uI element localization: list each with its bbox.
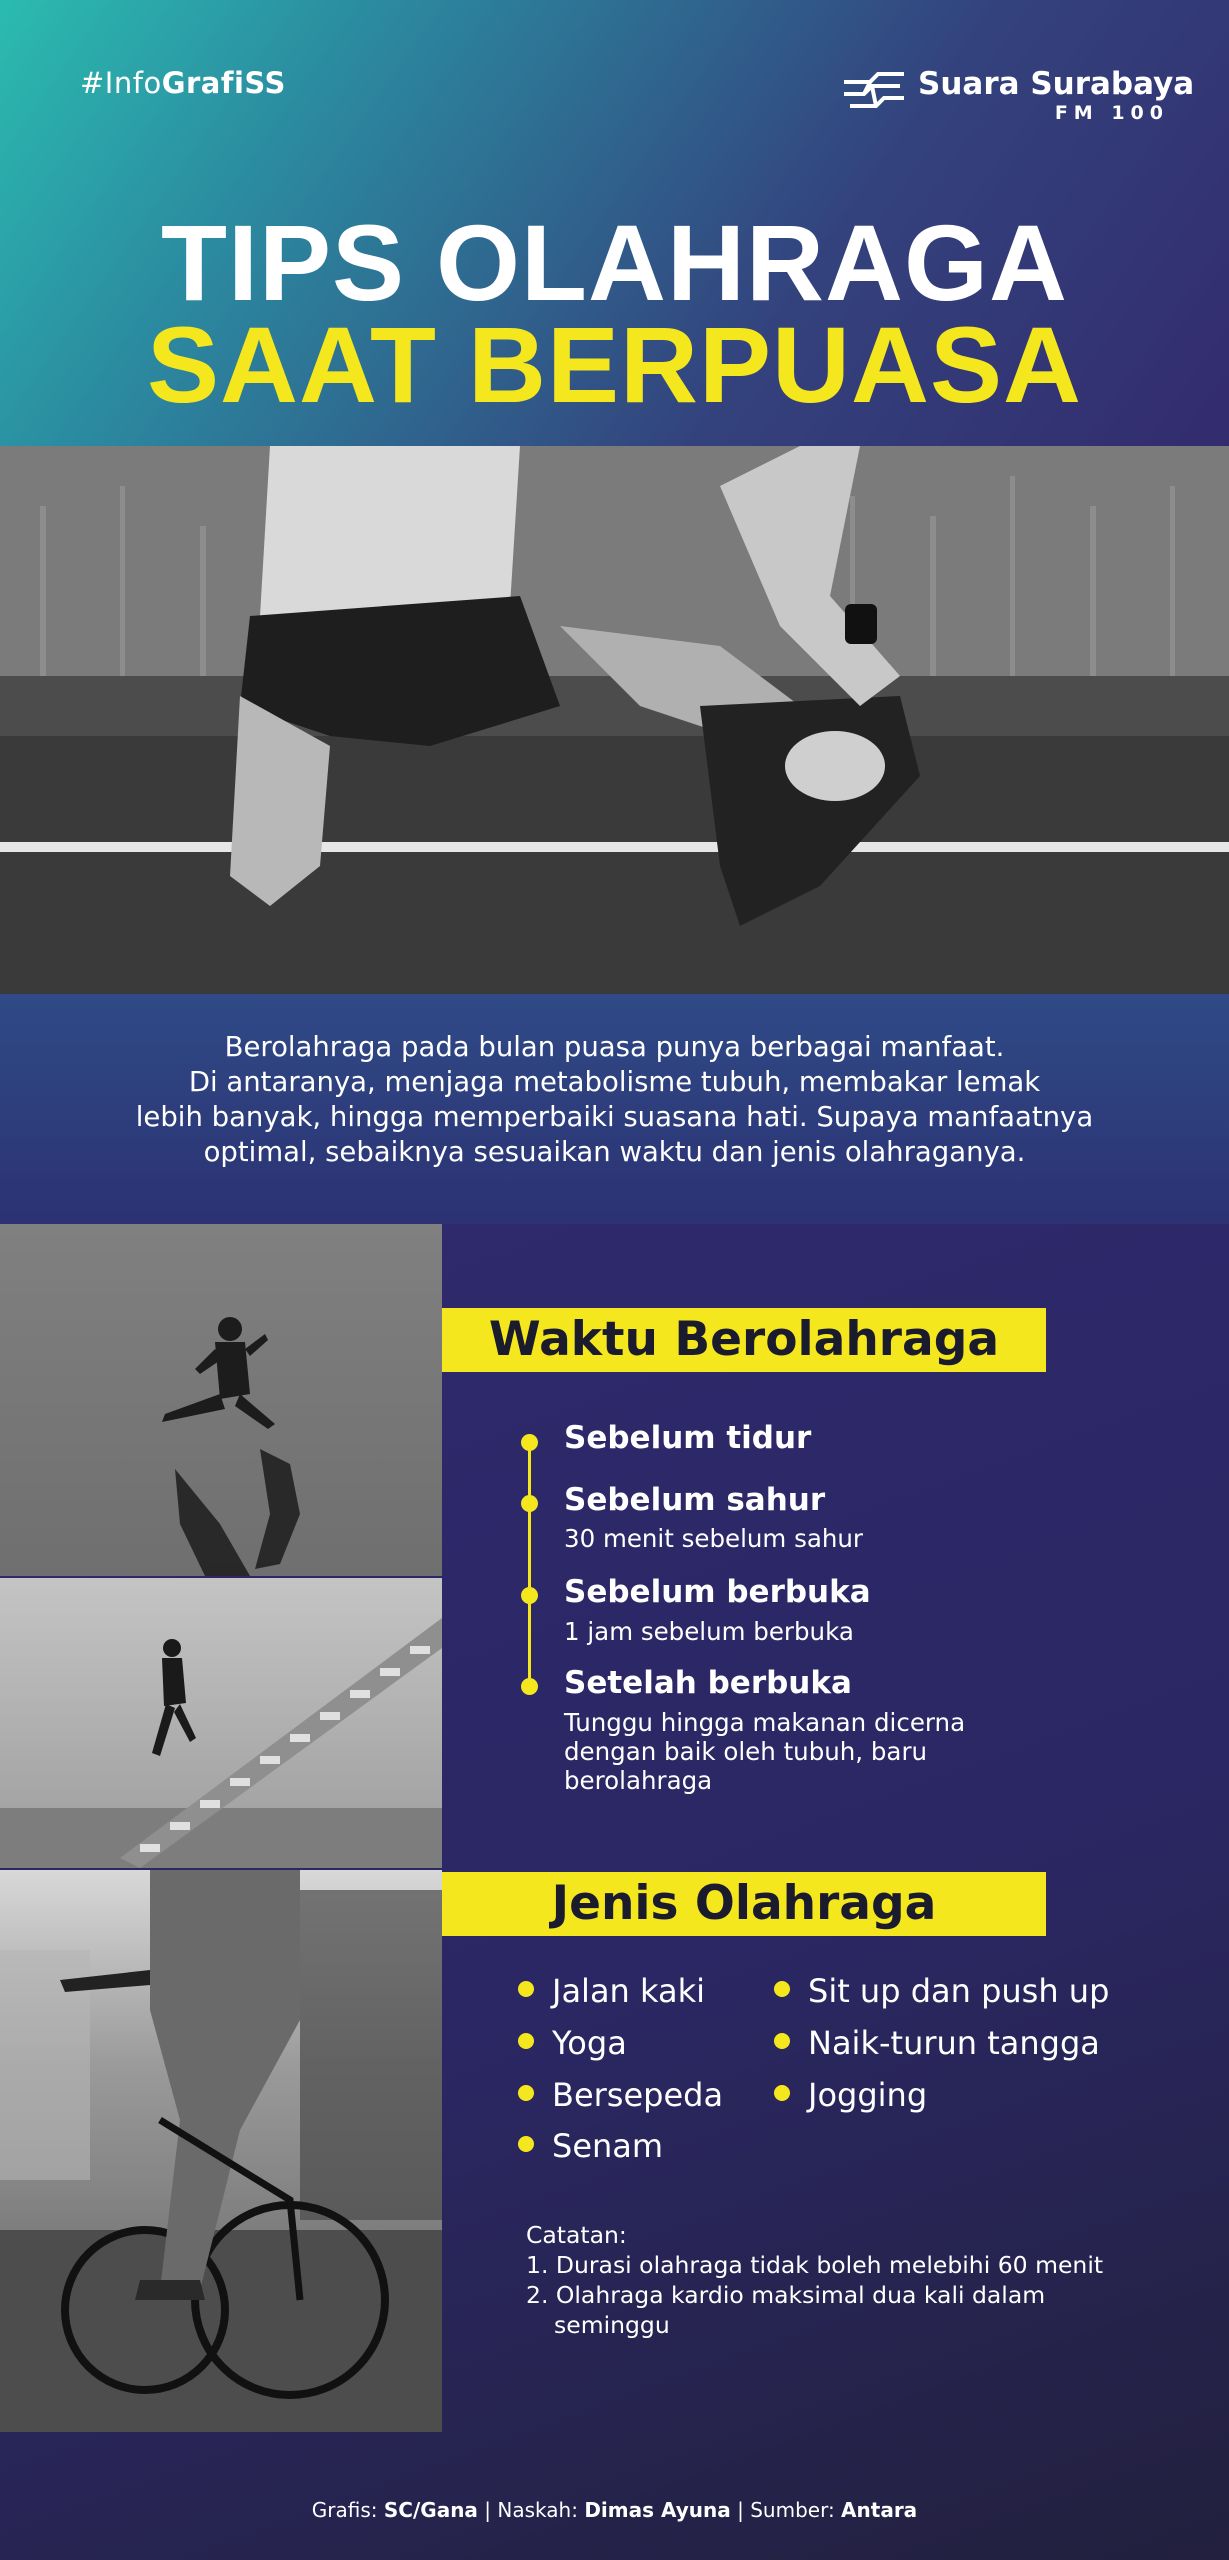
jenis-heading: Jenis Olahraga (442, 1872, 1046, 1936)
footer-separator: | (737, 2498, 744, 2522)
timeline-line (528, 1440, 531, 1686)
title-line1: TIPS OLAHRAGA (160, 202, 1068, 323)
jenis-item-label: Jalan kaki (552, 1972, 705, 2010)
timeline-dot (521, 1434, 538, 1451)
jenis-item-label: Yoga (552, 2024, 627, 2062)
footer-grafis-label: Grafis: (311, 2498, 378, 2522)
photo-cyclist (0, 1870, 442, 2432)
notes (526, 2220, 1166, 2340)
header (0, 0, 1229, 446)
jenis-item (774, 1972, 1109, 2010)
waktu-item-sub (564, 1708, 1084, 1795)
waktu-item-sub: 1 jam sebelum berbuka (564, 1617, 854, 1646)
jenis-item (518, 2024, 627, 2062)
notes-item: 2. Olahraga kardio maksimal dua kali dalam seminggu (526, 2281, 1046, 2339)
jenis-item (774, 2024, 1100, 2062)
footer-grafis-value: SC/Gana (383, 2498, 478, 2522)
jenis-item (518, 1972, 705, 2010)
brand (840, 62, 1195, 124)
jenis-item (518, 2127, 663, 2165)
timeline-dot (521, 1495, 538, 1512)
intro-line: Di antaranya, menjaga metabolisme tubuh, membakar lemak (188, 1066, 1041, 1098)
waktu-heading: Waktu Berolahraga (442, 1308, 1046, 1372)
footer-credits (0, 2498, 1229, 2522)
intro-text (60, 1030, 1169, 1170)
waktu-item-title: Sebelum berbuka (564, 1574, 871, 1610)
bullet-icon (774, 1981, 790, 1997)
footer-separator: | (484, 2498, 492, 2522)
waktu-item-sub-line: berolahraga (564, 1766, 713, 1795)
footer-naskah-label: Naskah: (497, 2498, 578, 2522)
waktu-item-sub: 30 menit sebelum sahur (564, 1524, 863, 1553)
timeline-dot (521, 1678, 538, 1695)
hashtag-prefix: #Info (80, 66, 162, 100)
intro-line: lebih banyak, hingga memperbaiki suasana hati. Supaya manfaatnya (135, 1101, 1094, 1133)
title-line2: SAAT BERPUASA (146, 304, 1083, 425)
hashtag-strong: GrafiSS (161, 66, 286, 100)
brand-sub: FM 100 (1054, 102, 1169, 124)
footer-sumber-label: Sumber: (750, 2498, 835, 2522)
waktu-item-title: Setelah berbuka (564, 1665, 852, 1701)
bullet-icon (774, 2033, 790, 2049)
waktu-item-title: Sebelum tidur (564, 1420, 812, 1456)
photo-stairs-runner (0, 1578, 442, 1868)
jenis-item-label: Senam (552, 2127, 664, 2165)
jenis-item-label: Sit up dan push up (808, 1972, 1110, 2010)
timeline-dot (521, 1587, 538, 1604)
photo-runner-jumping (0, 1224, 442, 1576)
bullet-icon (518, 2136, 534, 2152)
jenis-item-label: Bersepeda (552, 2076, 724, 2114)
waktu-item-sub-line: dengan baik oleh tubuh, baru (564, 1737, 928, 1766)
waktu-item-title: Sebelum sahur (564, 1482, 826, 1518)
bullet-icon (774, 2085, 790, 2101)
intro-line: Berolahraga pada bulan puasa punya berbagai manfaat. (224, 1031, 1005, 1063)
brand-name: Suara Surabaya (918, 66, 1195, 102)
intro-line: optimal, sebaiknya sesuaikan waktu dan jenis olahraganya. (203, 1136, 1026, 1168)
jenis-item (518, 2076, 723, 2114)
waktu-item-sub-line: Tunggu hingga makanan dicerna (564, 1708, 966, 1737)
jenis-item (774, 2076, 927, 2114)
bullet-icon (518, 2085, 534, 2101)
footer-sumber-value: Antara (841, 2498, 918, 2522)
footer-naskah-value: Dimas Ayuna (584, 2498, 731, 2522)
hero-illustration (0, 446, 1229, 994)
bullet-icon (518, 1981, 534, 1997)
hero-photo-stretching (0, 446, 1229, 994)
hashtag (80, 66, 286, 100)
notes-item: 1. Durasi olahraga tidak boleh melebihi 60 menit (526, 2251, 1104, 2279)
jenis-item-label: Jogging (808, 2076, 928, 2114)
bullet-icon (518, 2033, 534, 2049)
brand-logo-icon (840, 68, 908, 112)
notes-label: Catatan: (526, 2221, 627, 2249)
jenis-item-label: Naik-turun tangga (808, 2024, 1100, 2062)
